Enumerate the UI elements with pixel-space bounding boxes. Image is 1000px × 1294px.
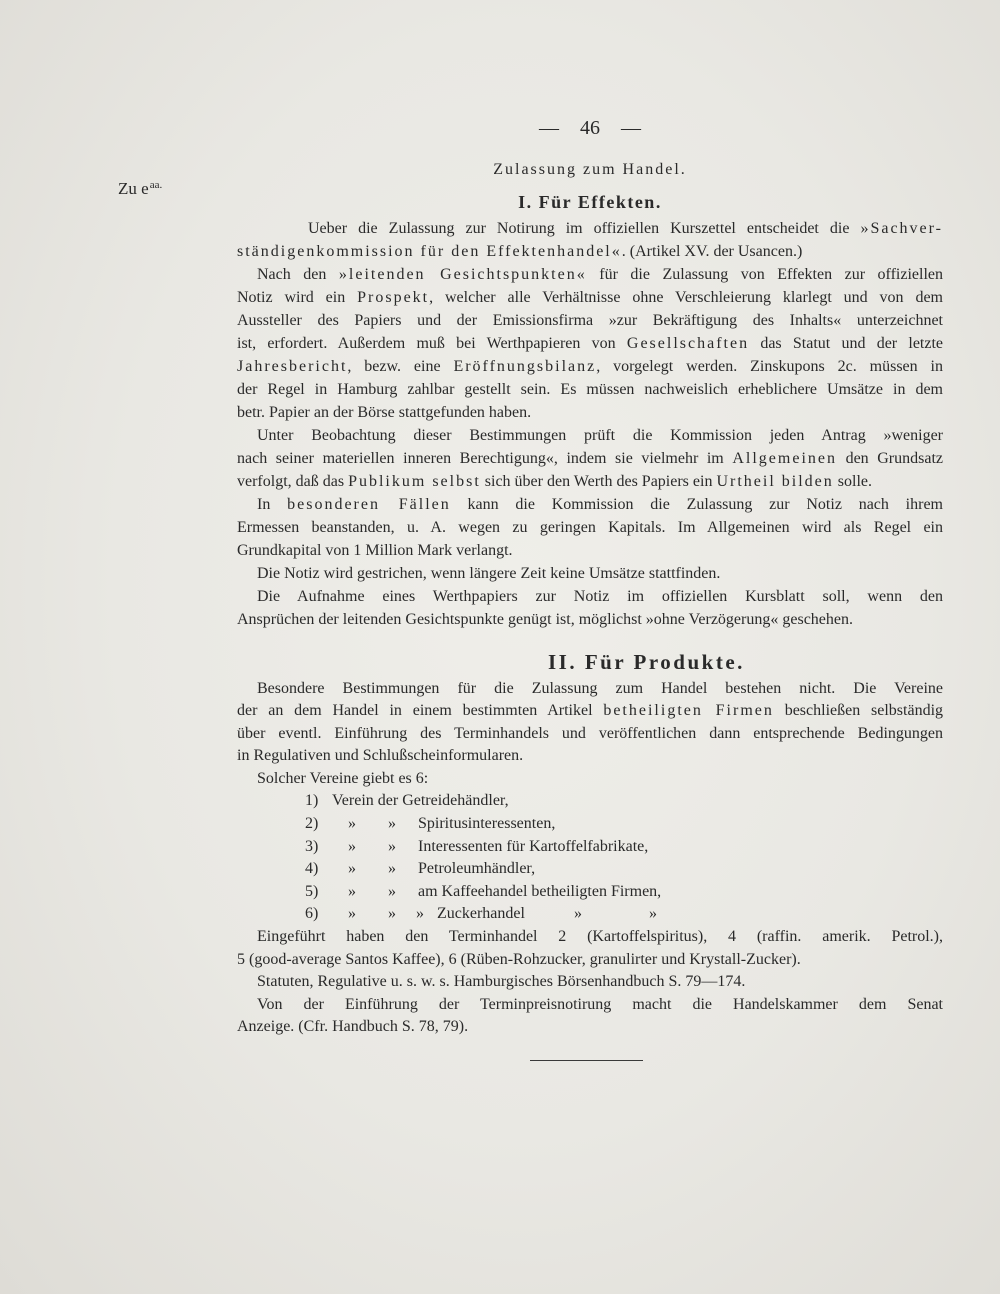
text-line: [237, 1016, 943, 1039]
text-run: Statuten, Regulative u. s. w. s. Hamburgisches Börsenhandbuch S. 79—174.: [257, 973, 746, 991]
document-title: Zulassung zum Handel.: [493, 161, 687, 178]
list-number: 4): [305, 860, 319, 878]
text-line: [237, 401, 943, 424]
text-line: [237, 768, 943, 791]
spaced-emphasis-text: Eröffnungsbilanz: [453, 357, 597, 375]
text-run: Besondere Bestimmungen für die Zulassung zum Handel bestehen nicht. Die Vereine: [257, 679, 943, 697]
text-line: [237, 424, 943, 447]
text-run: Nach den: [257, 265, 339, 283]
section-1-body: [237, 217, 943, 631]
ditto-mark: »: [416, 905, 424, 923]
list-text: Zuckerhandel: [437, 905, 525, 923]
text-line: [237, 470, 943, 493]
vereine-list: [237, 790, 943, 926]
text-run: . (Artikel XV. der Usancen.): [621, 242, 803, 260]
text-run: Ueber die Zulassung zur Notirung im offiziellen Kurszettel entscheidet die: [308, 219, 861, 237]
ditto-mark: »: [348, 905, 356, 923]
text-run: ist, erfordert. Außerdem muß bei Werthpapieren von: [237, 334, 627, 352]
text-line: [237, 678, 943, 701]
ditto-mark: »: [388, 905, 396, 923]
text-line: [237, 240, 943, 263]
ditto-mark: »: [348, 837, 356, 855]
list-text: Interessenten für Kartoffelfabrikate,: [418, 837, 649, 855]
text-line: [237, 745, 943, 768]
list-number: 5): [305, 882, 319, 900]
closing-rule: [530, 1060, 643, 1061]
spaced-emphasis-text: Urtheil bilden: [716, 472, 834, 490]
ditto-mark: »: [348, 882, 356, 900]
paragraph: [237, 493, 943, 562]
paragraph: [237, 768, 943, 791]
spaced-emphasis-text: »leitenden Gesichtspunkten«: [338, 265, 587, 283]
text-line: [237, 378, 943, 401]
text-line: [237, 994, 943, 1017]
list-number: 6): [305, 905, 319, 923]
text-run: Von der Einführung der Terminpreisnotirung macht die Handelskammer dem Senat: [257, 995, 943, 1013]
ditto-mark: »: [388, 860, 396, 878]
ditto-mark: »: [388, 882, 396, 900]
list-item: [305, 813, 943, 836]
spaced-emphasis-text: Prospekt: [357, 288, 430, 306]
page-number: — 46 —: [539, 117, 641, 139]
text-run: kann die Kommission die Zulassung zur Notiz nach ihrem: [450, 495, 944, 513]
text-line: [237, 332, 943, 355]
text-run: Ermessen beanstanden, u. A. wegen zu geringen Kapitals. Im Allgemeinen wird als Regel ein: [237, 518, 943, 536]
text-run: Unter Beobachtung dieser Bestimmungen prüft die Kommission jeden Antrag »weniger: [257, 426, 943, 444]
paragraph: [237, 971, 943, 994]
text-run: Anzeige. (Cfr. Handbuch S. 78, 79).: [237, 1018, 469, 1036]
ditto-mark: »: [348, 815, 356, 833]
list-number: 2): [305, 815, 319, 833]
ditto-mark: »: [574, 905, 582, 923]
text-run: für die Zulassung von Effekten zur offiziellen: [586, 265, 943, 283]
paragraph: [237, 263, 943, 424]
spaced-emphasis-text: »Sachver-: [860, 219, 943, 237]
paragraph: [237, 217, 943, 263]
text-run: den Grundsatz: [836, 449, 944, 467]
text-run: Die Aufnahme eines Werthpapiers zur Notiz im offiziellen Kursblatt soll, wenn den: [257, 587, 943, 605]
text-line: [237, 949, 943, 972]
text-line: [237, 286, 943, 309]
text-run: das Statut und der letzte: [749, 334, 944, 352]
text-line: [237, 263, 943, 286]
list-text: am Kaffeehandel betheiligten Firmen,: [418, 882, 662, 900]
text-line: [237, 309, 943, 332]
text-line: [237, 700, 943, 723]
ditto-mark: »: [348, 860, 356, 878]
text-line: [237, 355, 943, 378]
ditto-mark: »: [388, 815, 396, 833]
text-run: Notiz wird ein: [237, 288, 358, 306]
list-text: Verein der Getreidehändler,: [332, 792, 509, 810]
list-text: Spiritusinteressenten,: [418, 815, 556, 833]
spaced-emphasis-text: Publikum selbst: [348, 472, 481, 490]
list-text: Petroleumhändler,: [418, 860, 536, 878]
text-run: in Regulativen und Schlußscheinformularen.: [237, 747, 524, 765]
section-heading-produkte: II. Für Produkte.: [548, 650, 745, 674]
list-number: 3): [305, 837, 319, 855]
paragraph: [237, 585, 943, 631]
section-2-closing-paragraphs: [237, 926, 943, 1039]
paragraph: [237, 926, 943, 971]
section-heading-effekten: I. Für Effekten.: [518, 192, 662, 212]
text-run: In: [257, 495, 288, 513]
text-run: solle.: [833, 472, 872, 490]
text-run: der Regel in Hamburg zahlbar gestellt sein. Es müssen nachweislich erheblichere Umsätze in dem: [237, 380, 943, 398]
paragraph: [237, 562, 943, 585]
section-2-intro-paragraphs: [237, 678, 943, 791]
spaced-emphasis-text: Allgemeinen: [732, 449, 837, 467]
margin-note-superscript: aa.: [149, 179, 163, 191]
text-run: Ansprüchen der leitenden Gesichtspunkte genügt ist, möglichst »ohne Verzögerung« geschehen.: [237, 610, 853, 628]
text-run: Die Notiz wird gestrichen, wenn längere Zeit keine Umsätze stattfinden.: [257, 564, 721, 582]
spaced-emphasis-text: besonderen Fällen: [287, 495, 451, 513]
text-run: , bezw. eine: [347, 357, 454, 375]
ditto-mark: »: [649, 905, 657, 923]
text-line: [237, 585, 943, 608]
text-line: [237, 493, 943, 516]
text-run: Grundkapital von 1 Million Mark verlangt.: [237, 541, 513, 559]
text-run: beschließen selbständig: [773, 702, 944, 720]
text-line: [237, 926, 943, 949]
paragraph: [237, 424, 943, 493]
text-line: [237, 217, 943, 240]
text-line: [237, 539, 943, 562]
text-run: nach seiner materiellen inneren Berechtigung«, indem sie vielmehr im: [237, 449, 733, 467]
section-2-body: [237, 678, 943, 1040]
text-run: 5 (good-average Santos Kaffee), 6 (Rüben-Rohzucker, granulirter und Krystall-Zucker).: [237, 950, 801, 968]
list-item: [305, 903, 943, 926]
spaced-emphasis-text: ständigenkommission für den Effektenhandel«: [237, 242, 622, 260]
margin-note-text: Zu e: [118, 179, 149, 198]
text-run: verfolgt, daß das: [237, 472, 349, 490]
text-line: [237, 562, 943, 585]
text-line: [237, 608, 943, 631]
list-item: [305, 858, 943, 881]
text-run: , vorgelegt werden. Zinskupons 2c. müssen in: [596, 357, 943, 375]
list-item: [305, 790, 943, 813]
list-item: [305, 836, 943, 859]
text-run: sich über den Werth des Papiers ein: [480, 472, 717, 490]
text-run: Eingeführt haben den Terminhandel 2 (Kartoffelspiritus), 4 (raffin. amerik. Petrol.),: [257, 928, 943, 946]
text-run: Aussteller des Papiers und der Emissionsfirma »zur Bekräftigung des Inhalts« unterzeichnet: [237, 311, 943, 329]
margin-note: [118, 173, 162, 201]
ditto-mark: »: [388, 837, 396, 855]
text-run: über eventl. Einführung des Terminhandels und veröffentlichen dann entsprechende Bedingungen: [237, 724, 943, 742]
list-number: 1): [305, 792, 319, 810]
text-line: [237, 516, 943, 539]
text-run: der an dem Handel in einem bestimmten Artikel: [237, 702, 604, 720]
paragraph: [237, 994, 943, 1039]
text-line: [237, 723, 943, 746]
paragraph: [237, 678, 943, 768]
text-line: [237, 971, 943, 994]
text-run: Solcher Vereine giebt es 6:: [257, 769, 429, 787]
text-line: [237, 447, 943, 470]
spaced-emphasis-text: Jahresbericht: [237, 357, 348, 375]
list-item: [305, 881, 943, 904]
spaced-emphasis-text: Gesellschaften: [626, 334, 750, 352]
spaced-emphasis-text: betheiligten Firmen: [603, 702, 774, 720]
text-run: , welcher alle Verhältnisse ohne Verschleierung klarlegt und von dem: [429, 288, 943, 306]
text-run: betr. Papier an der Börse stattgefunden haben.: [237, 403, 532, 421]
